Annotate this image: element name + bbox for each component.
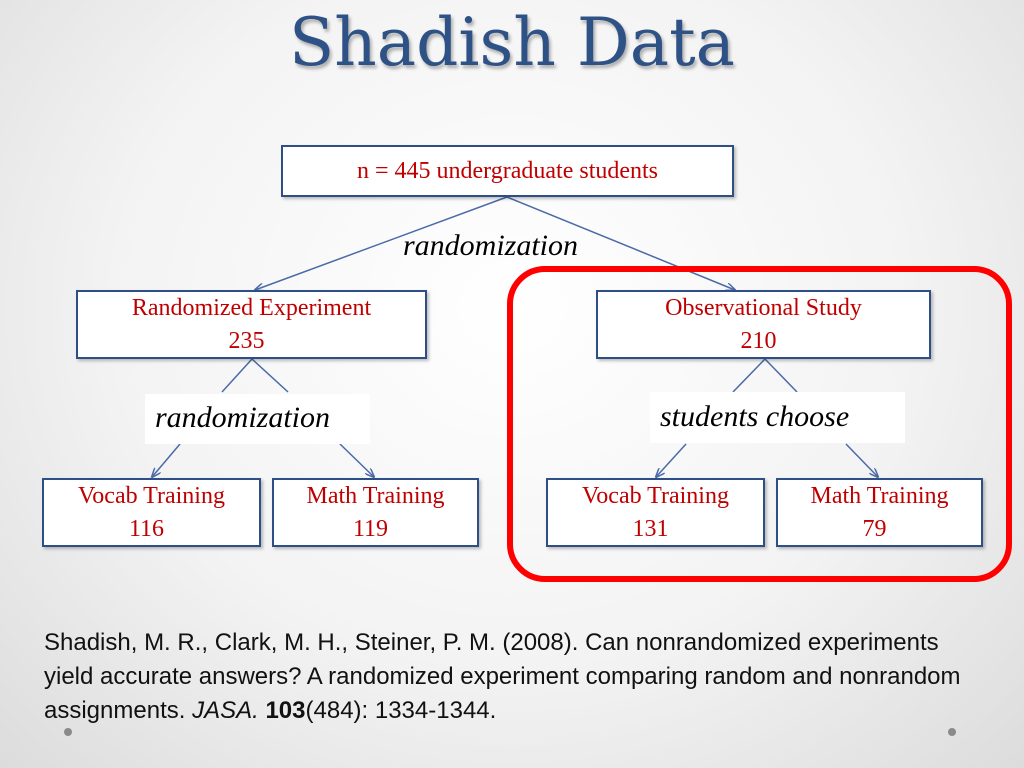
randomized-experiment-node <box>76 290 427 359</box>
obs-vocab-count: 131 <box>632 515 669 542</box>
citation-pages: (484): 1334-1344. <box>305 697 497 724</box>
connector-rand-left <box>152 444 180 477</box>
top-split-label: randomization <box>403 229 579 262</box>
root-node <box>281 145 734 197</box>
observational-split-text: students choose <box>660 400 850 433</box>
randomized-count: 235 <box>228 327 265 354</box>
obs-vocab-label: Vocab Training <box>582 482 729 509</box>
rand-vocab-node <box>42 478 261 547</box>
observational-label: Observational Study <box>665 294 862 321</box>
randomized-split-text: randomization <box>155 401 331 434</box>
observational-count: 210 <box>740 327 777 354</box>
randomized-split-label <box>145 394 370 444</box>
observational-highlight-outline <box>507 266 1012 582</box>
slide-dot-right <box>948 728 956 736</box>
citation-journal: JASA. <box>192 697 259 724</box>
root-label: n = 445 undergraduate students <box>356 157 659 184</box>
top-randomization-label <box>403 229 578 263</box>
rand-math-label: Math Training <box>306 482 445 509</box>
page-title: Shadish Data <box>289 4 735 81</box>
connector-rand-stub-left <box>222 359 252 392</box>
citation-volume: 103 <box>265 697 306 724</box>
slide-dot-left <box>64 728 72 736</box>
rand-math-count: 119 <box>352 515 389 542</box>
connector-rand-right <box>340 444 374 477</box>
citation-text: Shadish, M. R., Clark, M. H., Steiner, P. M. (2008). Can nonrandomized experiments yield accurate answers? A randomized experiment comparing random and nonrandom assignments. <box>44 629 961 724</box>
randomized-label: Randomized Experiment <box>131 294 372 321</box>
rand-math-node <box>272 478 479 547</box>
obs-math-count: 79 <box>862 515 887 542</box>
obs-math-label: Math Training <box>810 482 949 509</box>
rand-vocab-label: Vocab Training <box>78 482 225 509</box>
rand-vocab-count: 116 <box>128 515 165 542</box>
citation <box>44 626 984 728</box>
connector-rand-stub-right <box>252 359 288 392</box>
